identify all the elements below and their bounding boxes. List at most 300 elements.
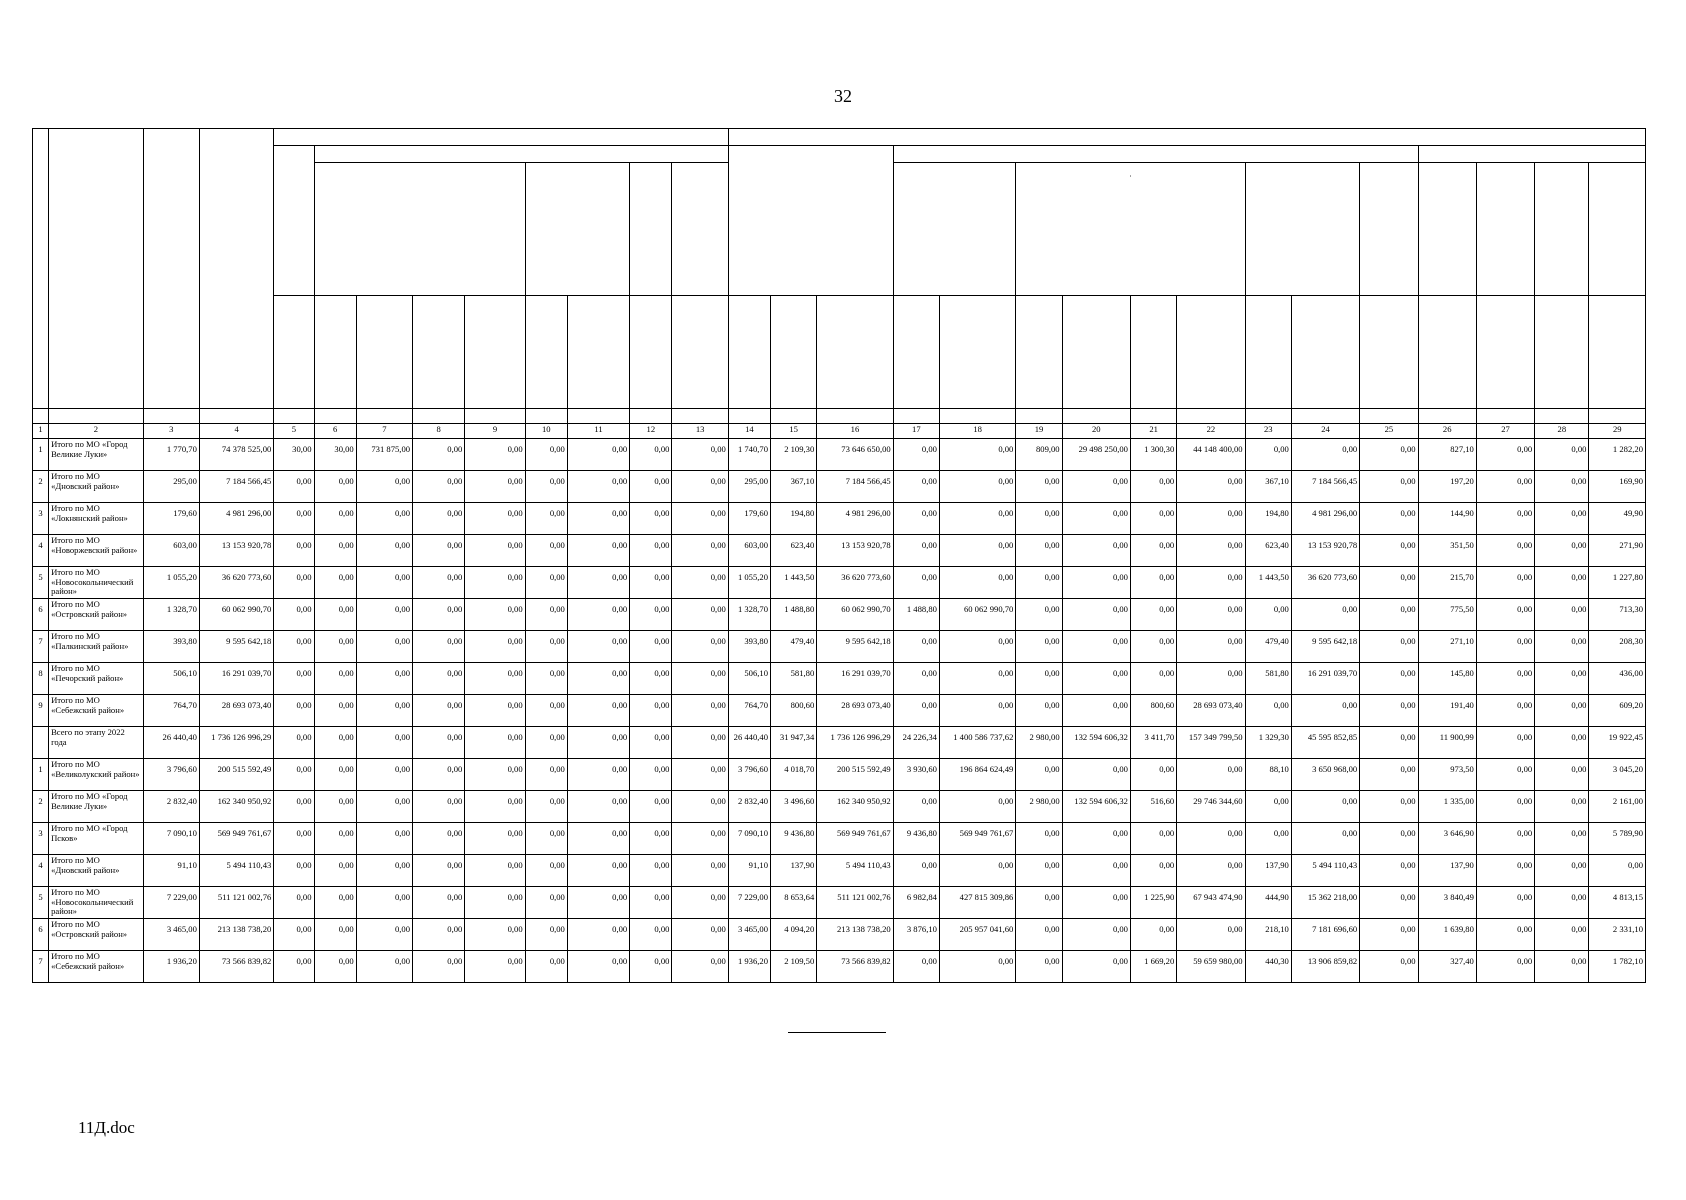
cell-col-15: 2 109,30: [771, 439, 817, 471]
cell-col-11: 0,00: [567, 791, 629, 823]
unit-cell: [1476, 409, 1534, 424]
table-row: [33, 759, 1646, 791]
cell-col-5: 0,00: [274, 471, 314, 503]
footer-divider: [788, 1032, 886, 1033]
cell-col-12: 0,00: [630, 695, 672, 727]
unit-cell: [199, 409, 273, 424]
cell-col-9: 0,00: [465, 599, 525, 631]
cell-col-14: 1 740,70: [728, 439, 770, 471]
cell-col-18: 427 815 309,86: [939, 887, 1015, 919]
cell-col-23: 367,10: [1245, 471, 1291, 503]
table-row: [33, 855, 1646, 887]
cell-col-4: 5 494 110,43: [199, 855, 273, 887]
cell-col-8: 0,00: [413, 503, 465, 535]
cell-col-17: 0,00: [893, 503, 939, 535]
unit-cell: [893, 409, 939, 424]
cell-col-6: 0,00: [314, 759, 356, 791]
cell-col-27: 0,00: [1476, 471, 1534, 503]
cell-col-28: 0,00: [1535, 599, 1589, 631]
cell-col-25: 0,00: [1360, 439, 1418, 471]
unit-cell: [728, 409, 770, 424]
column-number: 25: [1360, 424, 1418, 439]
row-municipality: Итого по МО «Город Великие Луки»: [49, 439, 144, 471]
cell-col-5: 0,00: [274, 919, 314, 951]
cell-col-4: 511 121 002,76: [199, 887, 273, 919]
cell-col-29: 4 813,15: [1589, 887, 1646, 919]
cell-col-10: 0,00: [525, 759, 567, 791]
header-c22: [1177, 296, 1245, 409]
cell-col-26: 215,70: [1418, 567, 1476, 599]
cell-col-4: 36 620 773,60: [199, 567, 273, 599]
cell-col-7: 0,00: [356, 791, 412, 823]
column-number: 23: [1245, 424, 1291, 439]
header-c17: [893, 296, 939, 409]
cell-col-5: 0,00: [274, 727, 314, 759]
row-municipality: Итого по МО «Город Великие Луки»: [49, 791, 144, 823]
unit-cell: [314, 409, 356, 424]
cell-col-24: 4 981 296,00: [1291, 503, 1359, 535]
header-c6: [314, 296, 356, 409]
cell-col-3: 3 465,00: [143, 919, 199, 951]
row-index: 6: [33, 599, 49, 631]
cell-col-14: 7 229,00: [728, 887, 770, 919]
cell-col-19: 0,00: [1016, 951, 1062, 983]
cell-col-5: 0,00: [274, 503, 314, 535]
cell-col-25: 0,00: [1360, 887, 1418, 919]
cell-col-8: 0,00: [413, 951, 465, 983]
cell-col-27: 0,00: [1476, 823, 1534, 855]
cell-col-12: 0,00: [630, 471, 672, 503]
header-v-tom-chisle-a: [314, 146, 728, 163]
unit-cell: [1418, 409, 1476, 424]
column-number: 19: [1016, 424, 1062, 439]
cell-col-27: 0,00: [1476, 567, 1534, 599]
cell-col-28: 0,00: [1535, 471, 1589, 503]
cell-col-8: 0,00: [413, 695, 465, 727]
table-row: [33, 567, 1646, 599]
cell-col-18: 0,00: [939, 951, 1015, 983]
row-index: 1: [33, 759, 49, 791]
row-index: 7: [33, 631, 49, 663]
column-number: 5: [274, 424, 314, 439]
cell-col-29: 609,20: [1589, 695, 1646, 727]
page-number: 32: [834, 86, 852, 106]
row-municipality: Итого по МО «Печорский район»: [49, 663, 144, 695]
cell-col-3: 506,10: [143, 663, 199, 695]
cell-col-12: 0,00: [630, 439, 672, 471]
cell-col-22: 0,00: [1177, 567, 1245, 599]
unit-cell: [771, 409, 817, 424]
cell-col-29: 1 227,80: [1589, 567, 1646, 599]
cell-col-21: 516,60: [1130, 791, 1176, 823]
cell-col-17: 0,00: [893, 567, 939, 599]
cell-col-24: 0,00: [1291, 599, 1359, 631]
cell-col-3: 7 090,10: [143, 823, 199, 855]
header-c15: [771, 296, 817, 409]
cell-col-12: 0,00: [630, 919, 672, 951]
header-c25: [1360, 296, 1418, 409]
cell-col-8: 0,00: [413, 631, 465, 663]
header-c16: [817, 296, 893, 409]
cell-col-5: 0,00: [274, 823, 314, 855]
cell-col-14: 91,10: [728, 855, 770, 887]
column-number: 13: [672, 424, 728, 439]
cell-col-28: 0,00: [1535, 919, 1589, 951]
cell-col-10: 0,00: [525, 471, 567, 503]
column-number: 8: [413, 424, 465, 439]
cell-col-23: 479,40: [1245, 631, 1291, 663]
cell-col-5: 0,00: [274, 567, 314, 599]
cell-col-4: 13 153 920,78: [199, 535, 273, 567]
cell-col-9: 0,00: [465, 727, 525, 759]
cell-col-28: 0,00: [1535, 535, 1589, 567]
cell-col-19: 0,00: [1016, 567, 1062, 599]
cell-col-9: 0,00: [465, 439, 525, 471]
row-index: 3: [33, 823, 49, 855]
cell-col-25: 0,00: [1360, 631, 1418, 663]
row-index: 4: [33, 855, 49, 887]
cell-col-4: 28 693 073,40: [199, 695, 273, 727]
cell-col-9: 0,00: [465, 695, 525, 727]
cell-col-15: 4 094,20: [771, 919, 817, 951]
cell-col-26: 271,10: [1418, 631, 1476, 663]
header-c7: [356, 296, 412, 409]
cell-col-17: 0,00: [893, 471, 939, 503]
cell-col-6: 0,00: [314, 535, 356, 567]
column-number: 21: [1130, 424, 1176, 439]
header-c28: [1535, 296, 1589, 409]
cell-col-26: 144,90: [1418, 503, 1476, 535]
cell-col-5: 0,00: [274, 631, 314, 663]
cell-col-24: 0,00: [1291, 791, 1359, 823]
cell-col-18: 0,00: [939, 439, 1015, 471]
row-index: 1: [33, 439, 49, 471]
cell-col-16: 36 620 773,60: [817, 567, 893, 599]
cell-col-4: 4 981 296,00: [199, 503, 273, 535]
header-c11: [567, 296, 629, 409]
cell-col-9: 0,00: [465, 535, 525, 567]
cell-col-16: 162 340 950,92: [817, 791, 893, 823]
table-row: [33, 471, 1646, 503]
cell-col-28: 0,00: [1535, 663, 1589, 695]
cell-col-4: 9 595 642,18: [199, 631, 273, 663]
cell-col-26: 973,50: [1418, 759, 1476, 791]
cell-col-3: 91,10: [143, 855, 199, 887]
cell-col-11: 0,00: [567, 471, 629, 503]
header-social-rent: [1418, 163, 1476, 296]
column-number: 3: [143, 424, 199, 439]
cell-col-18: 205 957 041,60: [939, 919, 1015, 951]
cell-col-22: 0,00: [1177, 535, 1245, 567]
unit-cell: [525, 409, 567, 424]
cell-col-15: 800,60: [771, 695, 817, 727]
unit-cell: [1016, 409, 1062, 424]
cell-col-16: 4 981 296,00: [817, 503, 893, 535]
cell-col-8: 0,00: [413, 567, 465, 599]
column-number: 6: [314, 424, 356, 439]
cell-col-22: 0,00: [1177, 631, 1245, 663]
cell-col-25: 0,00: [1360, 503, 1418, 535]
cell-col-11: 0,00: [567, 663, 629, 695]
cell-col-26: 191,40: [1418, 695, 1476, 727]
cell-col-6: 0,00: [314, 567, 356, 599]
cell-col-13: 0,00: [672, 439, 728, 471]
cell-col-16: 5 494 110,43: [817, 855, 893, 887]
cell-col-10: 0,00: [525, 887, 567, 919]
cell-col-12: 0,00: [630, 951, 672, 983]
cell-col-8: 0,00: [413, 919, 465, 951]
column-number: 4: [199, 424, 273, 439]
cell-col-27: 0,00: [1476, 663, 1534, 695]
cell-col-7: 0,00: [356, 727, 412, 759]
cell-col-18: 0,00: [939, 631, 1015, 663]
row-municipality: Итого по МО «Город Псков»: [49, 823, 144, 855]
column-number: 17: [893, 424, 939, 439]
header-c19: [1016, 296, 1062, 409]
unit-cell: [1062, 409, 1130, 424]
cell-col-23: 0,00: [1245, 791, 1291, 823]
cell-col-29: 1 782,10: [1589, 951, 1646, 983]
cell-col-4: 213 138 738,20: [199, 919, 273, 951]
column-number: 24: [1291, 424, 1359, 439]
cell-col-17: 24 226,34: [893, 727, 939, 759]
cell-col-8: 0,00: [413, 855, 465, 887]
cell-col-6: 0,00: [314, 951, 356, 983]
cell-col-23: 137,90: [1245, 855, 1291, 887]
cell-col-14: 1 055,20: [728, 567, 770, 599]
cell-col-16: 200 515 592,49: [817, 759, 893, 791]
unit-cell: [1589, 409, 1646, 424]
row-index: 2: [33, 471, 49, 503]
cell-col-4: 73 566 839,82: [199, 951, 273, 983]
cell-col-18: 196 864 624,49: [939, 759, 1015, 791]
cell-col-22: 44 148 400,00: [1177, 439, 1245, 471]
header-total-area: [143, 129, 199, 409]
cell-col-11: 0,00: [567, 951, 629, 983]
cell-col-27: 0,00: [1476, 759, 1534, 791]
cell-col-14: 1 936,20: [728, 951, 770, 983]
cell-col-28: 0,00: [1535, 567, 1589, 599]
cell-col-3: 2 832,40: [143, 791, 199, 823]
cell-col-19: 0,00: [1016, 695, 1062, 727]
header-c20: [1062, 296, 1130, 409]
cell-col-20: 0,00: [1062, 695, 1130, 727]
units-row: [33, 409, 1646, 424]
cell-col-26: 1 335,00: [1418, 791, 1476, 823]
header-c29: [1589, 296, 1646, 409]
unit-cell: [817, 409, 893, 424]
cell-col-16: 16 291 039,70: [817, 663, 893, 695]
cell-col-4: 16 291 039,70: [199, 663, 273, 695]
cell-col-17: 0,00: [893, 951, 939, 983]
cell-col-25: 0,00: [1360, 471, 1418, 503]
cell-col-10: 0,00: [525, 727, 567, 759]
cell-col-6: 0,00: [314, 471, 356, 503]
table-header: [33, 129, 1646, 424]
cell-col-26: 827,10: [1418, 439, 1476, 471]
cell-col-16: 73 646 650,00: [817, 439, 893, 471]
header-municipality: [49, 129, 144, 409]
header-total-cost: [199, 129, 273, 409]
cell-col-3: 393,80: [143, 631, 199, 663]
cell-col-12: 0,00: [630, 759, 672, 791]
cell-col-6: 0,00: [314, 919, 356, 951]
row-index: 9: [33, 695, 49, 727]
cell-col-26: 197,20: [1418, 471, 1476, 503]
table-row: [33, 727, 1646, 759]
cell-col-15: 581,80: [771, 663, 817, 695]
cell-col-12: 0,00: [630, 823, 672, 855]
cell-col-27: 0,00: [1476, 695, 1534, 727]
unit-cell: [1130, 409, 1176, 424]
row-index: 7: [33, 951, 49, 983]
cell-col-10: 0,00: [525, 535, 567, 567]
header-c5: [274, 296, 314, 409]
header-c12: [630, 296, 672, 409]
cell-col-7: 0,00: [356, 567, 412, 599]
cell-col-15: 9 436,80: [771, 823, 817, 855]
cell-col-15: 3 496,60: [771, 791, 817, 823]
cell-col-14: 2 832,40: [728, 791, 770, 823]
cell-col-3: 1 328,70: [143, 599, 199, 631]
column-number: 12: [630, 424, 672, 439]
cell-col-8: 0,00: [413, 599, 465, 631]
cell-col-6: 0,00: [314, 663, 356, 695]
cell-col-18: 1 400 586 737,62: [939, 727, 1015, 759]
cell-col-25: 0,00: [1360, 759, 1418, 791]
cell-col-5: 0,00: [274, 695, 314, 727]
cell-col-16: 1 736 126 996,29: [817, 727, 893, 759]
column-number: 7: [356, 424, 412, 439]
cell-col-13: 0,00: [672, 919, 728, 951]
cell-col-26: 3 646,90: [1418, 823, 1476, 855]
cell-col-12: 0,00: [630, 663, 672, 695]
cell-col-19: 0,00: [1016, 855, 1062, 887]
cell-col-27: 0,00: [1476, 631, 1534, 663]
cell-col-21: 0,00: [1130, 535, 1176, 567]
cell-col-24: 5 494 110,43: [1291, 855, 1359, 887]
cell-col-26: 1 639,80: [1418, 919, 1476, 951]
header-c9: [465, 296, 525, 409]
cell-col-18: 569 949 761,67: [939, 823, 1015, 855]
cell-col-22: 0,00: [1177, 599, 1245, 631]
cell-col-17: 6 982,84: [893, 887, 939, 919]
cell-col-26: 11 900,99: [1418, 727, 1476, 759]
cell-col-28: 0,00: [1535, 951, 1589, 983]
cell-col-13: 0,00: [672, 855, 728, 887]
cell-col-9: 0,00: [465, 855, 525, 887]
cell-col-20: 0,00: [1062, 759, 1130, 791]
cell-col-18: 60 062 990,70: [939, 599, 1015, 631]
cell-col-23: 0,00: [1245, 599, 1291, 631]
cell-col-9: 0,00: [465, 567, 525, 599]
table-row: [33, 503, 1646, 535]
cell-col-10: 0,00: [525, 855, 567, 887]
cell-col-22: 0,00: [1177, 919, 1245, 951]
cell-col-27: 0,00: [1476, 855, 1534, 887]
cell-col-18: 0,00: [939, 567, 1015, 599]
table-row: [33, 791, 1646, 823]
header-acquisition-developers: ·: [1016, 163, 1245, 296]
cell-col-25: 0,00: [1360, 567, 1418, 599]
cell-col-3: 3 796,60: [143, 759, 199, 791]
cell-col-23: 623,40: [1245, 535, 1291, 567]
cell-col-5: 0,00: [274, 951, 314, 983]
cell-col-12: 0,00: [630, 631, 672, 663]
cell-col-12: 0,00: [630, 855, 672, 887]
header-vsego-b: [728, 146, 893, 296]
cell-col-6: 0,00: [314, 887, 356, 919]
unit-cell: [1535, 409, 1589, 424]
table-row: [33, 631, 1646, 663]
cell-col-10: 0,00: [525, 951, 567, 983]
header-c13: [672, 296, 728, 409]
table-row: [33, 887, 1646, 919]
cell-col-6: 0,00: [314, 791, 356, 823]
row-index: 5: [33, 887, 49, 919]
cell-col-27: 0,00: [1476, 727, 1534, 759]
column-number: 11: [567, 424, 629, 439]
cell-col-7: 0,00: [356, 663, 412, 695]
cell-col-11: 0,00: [567, 567, 629, 599]
cell-col-21: 0,00: [1130, 503, 1176, 535]
header-bringing-acquired: [1360, 163, 1418, 296]
header-contracts-rent: [1476, 163, 1534, 296]
cell-col-10: 0,00: [525, 919, 567, 951]
cell-col-19: 0,00: [1016, 887, 1062, 919]
cell-col-11: 0,00: [567, 855, 629, 887]
cell-col-29: 2 161,00: [1589, 791, 1646, 823]
cell-col-16: 9 595 642,18: [817, 631, 893, 663]
cell-col-11: 0,00: [567, 599, 629, 631]
column-number: 22: [1177, 424, 1245, 439]
column-number: 26: [1418, 424, 1476, 439]
cell-col-28: 0,00: [1535, 631, 1589, 663]
cell-col-28: 0,00: [1535, 439, 1589, 471]
unit-cell: [939, 409, 1015, 424]
cell-col-22: 0,00: [1177, 855, 1245, 887]
cell-col-14: 393,80: [728, 631, 770, 663]
cell-col-27: 0,00: [1476, 503, 1534, 535]
cell-col-4: 7 184 566,45: [199, 471, 273, 503]
cell-col-16: 7 184 566,45: [817, 471, 893, 503]
header-exchange: [1589, 163, 1646, 296]
cell-col-20: 0,00: [1062, 567, 1130, 599]
header-v-tom-chisle-b: [893, 146, 1418, 163]
cell-col-18: 0,00: [939, 535, 1015, 567]
cell-col-11: 0,00: [567, 887, 629, 919]
cell-col-12: 0,00: [630, 535, 672, 567]
header-contracts: [525, 163, 630, 296]
unit-cell: [1360, 409, 1418, 424]
cell-col-27: 0,00: [1476, 439, 1534, 471]
cell-col-20: 0,00: [1062, 919, 1130, 951]
cell-col-8: 0,00: [413, 823, 465, 855]
cell-col-20: 0,00: [1062, 823, 1130, 855]
cell-col-7: 0,00: [356, 759, 412, 791]
unit-cell: [567, 409, 629, 424]
table-row: [33, 695, 1646, 727]
cell-col-26: 145,80: [1418, 663, 1476, 695]
cell-col-3: 7 229,00: [143, 887, 199, 919]
unit-cell: [413, 409, 465, 424]
cell-col-4: 569 949 761,67: [199, 823, 273, 855]
cell-col-15: 194,80: [771, 503, 817, 535]
cell-col-5: 0,00: [274, 599, 314, 631]
row-municipality: Итого по МО «Новосокольнический район»: [49, 887, 144, 919]
cell-col-19: 0,00: [1016, 599, 1062, 631]
cell-col-23: 194,80: [1245, 503, 1291, 535]
